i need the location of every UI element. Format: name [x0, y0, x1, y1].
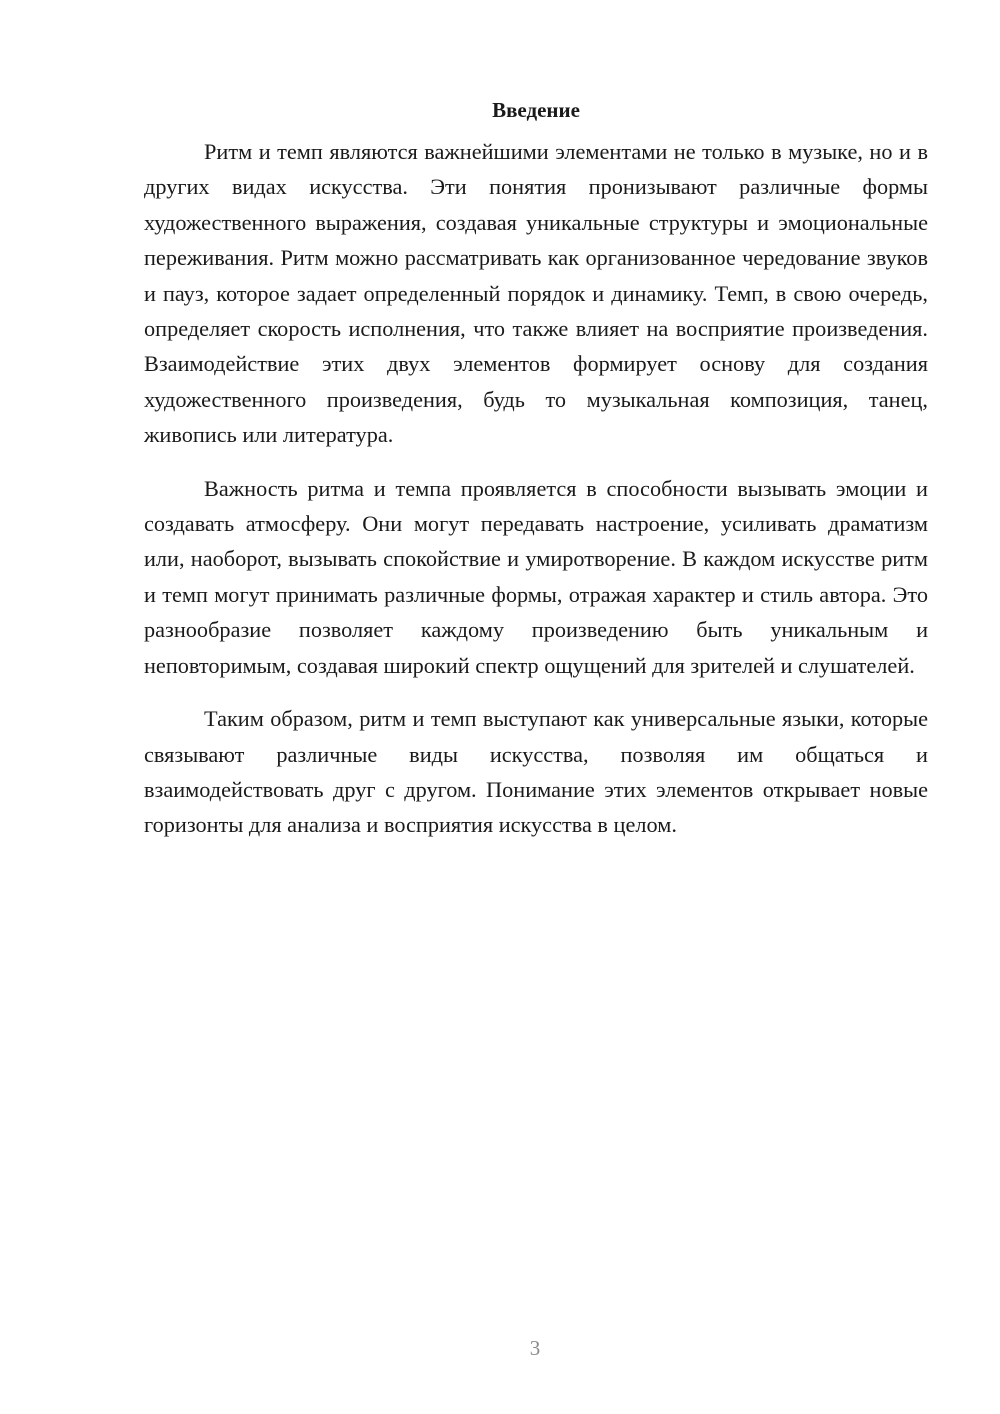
page-number: 3: [529, 1336, 541, 1360]
paragraph-2: Важность ритма и темпа проявляется в способности вызывать эмоции и создавать атмосферу. Они могут передавать настроение, усиливать драматизм или, наоборот, вызывать спокойствие и умиротворение. В каждом искусстве ритм и темп могут принимать различные формы, отражая характер и стиль автора. Это разнообразие позволяет каждому произведению быть уникальным и неповторимым, создавая широкий спектр ощущений для зрителей и слушателей.: [144, 475, 928, 678]
page-title: Введение: [492, 98, 580, 122]
page-content: [144, 92, 928, 861]
paragraph-3: Таким образом, ритм и темп выступают как универсальные языки, которые связывают различные виды искусства, позволяя им общаться и взаимодействовать друг с другом. Понимание этих элементов открывает новые горизонты для анализа и восприятия искусства в целом.: [144, 706, 928, 838]
paragraph-1: Ритм и темп являются важнейшими элементами не только в музыке, но и в других видах искусства. Эти понятия пронизывают различные формы художественного выражения, создавая уникальные структуры и эмоциональные переживания. Ритм можно рассматривать как организованное чередование звуков и пауз, которое задает определенный порядок и динамику. Темп, в свою очередь, определяет скорость исполнения, что также влияет на восприятие произведения. Взаимодействие этих двух элементов формирует основу для создания художественного произведения, будь то музыкальная композиция, танец, живопись или литература.: [144, 139, 928, 448]
